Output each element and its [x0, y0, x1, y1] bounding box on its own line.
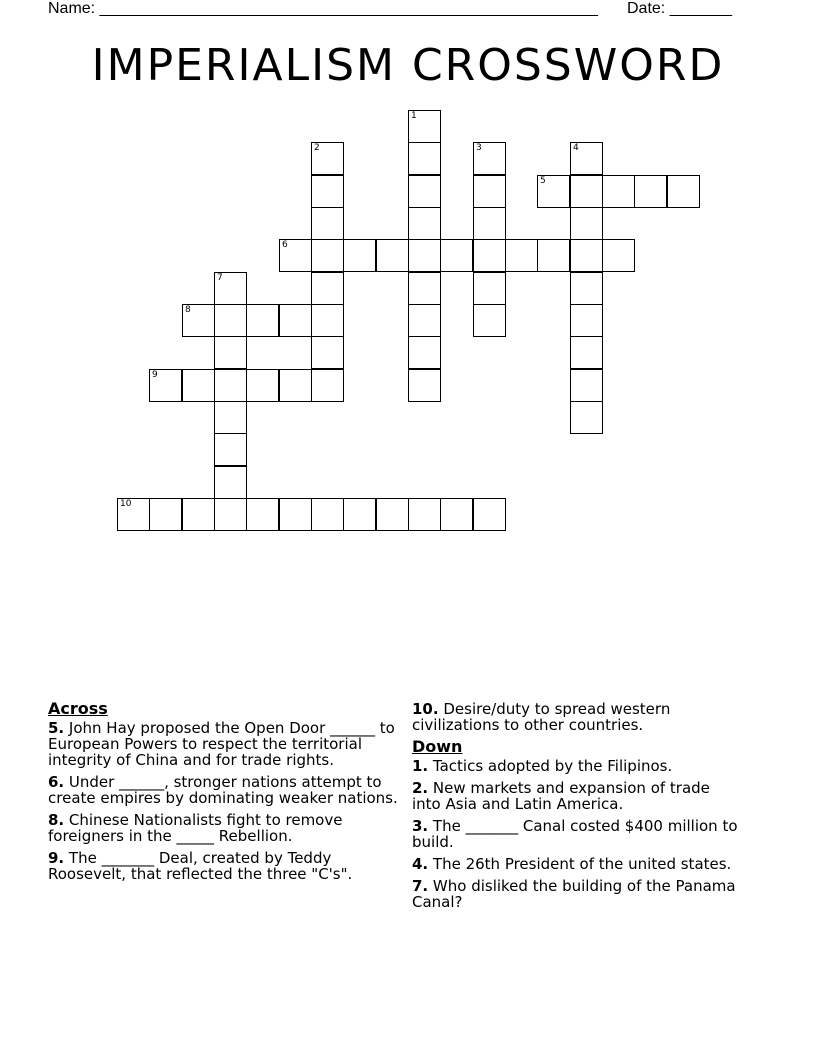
crossword-cell[interactable]: [570, 142, 603, 175]
crossword-cell[interactable]: [246, 369, 279, 402]
crossword-cell[interactable]: [473, 304, 506, 337]
clue-number-label: 7: [217, 273, 223, 283]
crossword-cell[interactable]: [570, 401, 603, 434]
crossword-cell[interactable]: [214, 498, 247, 531]
crossword-cell[interactable]: [214, 272, 247, 305]
crossword-cell[interactable]: [440, 498, 473, 531]
clue-number-label: 10: [120, 499, 132, 509]
crossword-cell[interactable]: [602, 239, 635, 272]
clue-number-label: 9: [152, 370, 158, 380]
clues-left-column: [48, 701, 404, 888]
crossword-cell[interactable]: [311, 175, 344, 208]
crossword-cell[interactable]: [473, 239, 506, 272]
clue-number-label: 4: [573, 143, 579, 153]
down-heading: Down: [412, 737, 463, 756]
crossword-cell[interactable]: [667, 175, 700, 208]
crossword-cell[interactable]: [182, 498, 215, 531]
clue-number: 5.: [48, 719, 65, 737]
down-clue-3: [412, 818, 742, 850]
crossword-cell[interactable]: [214, 401, 247, 434]
crossword-cell[interactable]: [214, 433, 247, 466]
crossword-cell[interactable]: [570, 175, 603, 208]
clue-number: 2.: [412, 779, 429, 797]
crossword-cell[interactable]: [408, 175, 441, 208]
clue-text: The 26th President of the united states.: [428, 855, 732, 873]
crossword-cell[interactable]: [408, 142, 441, 175]
crossword-cell[interactable]: [408, 110, 441, 143]
clue-number-label: 1: [411, 111, 417, 121]
crossword-cell[interactable]: [570, 207, 603, 240]
down-clue-7: [412, 878, 742, 910]
clue-number-label: 6: [282, 240, 288, 250]
crossword-cell[interactable]: [376, 498, 409, 531]
crossword-cell[interactable]: [537, 175, 570, 208]
page-title: IMPERIALISM CROSSWORD: [91, 40, 725, 91]
across-clue-6: [48, 774, 404, 806]
crossword-cell[interactable]: [246, 304, 279, 337]
clue-text: John Hay proposed the Open Door ______ to European Powers to respect the territorial integrity of China and for trade rights.: [48, 719, 395, 769]
down-clue-2: [412, 780, 742, 812]
crossword-cell[interactable]: [570, 239, 603, 272]
clues-right-column: [412, 701, 742, 916]
crossword-cell[interactable]: [311, 304, 344, 337]
crossword-cell[interactable]: [634, 175, 667, 208]
crossword-cell[interactable]: [279, 369, 312, 402]
clue-number: 4.: [412, 855, 429, 873]
clue-number-label: 2: [314, 143, 320, 153]
crossword-cell[interactable]: [408, 239, 441, 272]
crossword-cell[interactable]: [376, 239, 409, 272]
clue-text: Under ______, stronger nations attempt to create empires by dominating weaker nations.: [48, 773, 398, 807]
crossword-cell[interactable]: [214, 304, 247, 337]
crossword-cell[interactable]: [343, 239, 376, 272]
crossword-cell[interactable]: [246, 498, 279, 531]
crossword-cell[interactable]: [311, 498, 344, 531]
clue-number: 9.: [48, 849, 65, 867]
clue-number: 10.: [412, 700, 439, 718]
crossword-cell[interactable]: [182, 369, 215, 402]
crossword-cell[interactable]: [408, 336, 441, 369]
crossword-cell[interactable]: [473, 207, 506, 240]
crossword-cell[interactable]: [570, 369, 603, 402]
crossword-cell[interactable]: [570, 304, 603, 337]
crossword-cell[interactable]: [279, 239, 312, 272]
crossword-cell[interactable]: [311, 239, 344, 272]
crossword-cell[interactable]: [570, 272, 603, 305]
clue-number: 7.: [412, 877, 429, 895]
crossword-cell[interactable]: [408, 498, 441, 531]
crossword-cell[interactable]: [440, 239, 473, 272]
clue-number: 8.: [48, 811, 65, 829]
crossword-cell[interactable]: [311, 336, 344, 369]
crossword-cell[interactable]: [214, 369, 247, 402]
crossword-cell[interactable]: [473, 272, 506, 305]
clue-text: The _______ Deal, created by Teddy Roosevelt, that reflected the three "C's".: [48, 849, 353, 883]
crossword-cell[interactable]: [214, 466, 247, 499]
clue-number: 3.: [412, 817, 429, 835]
clue-text: Chinese Nationalists fight to remove foreigners in the _____ Rebellion.: [48, 811, 343, 845]
crossword-cell[interactable]: [117, 498, 150, 531]
clue-number-label: 5: [540, 176, 546, 186]
clue-number: 6.: [48, 773, 65, 791]
across-clue-5: [48, 720, 404, 768]
date-field[interactable]: Date: _______: [627, 0, 732, 17]
crossword-cell[interactable]: [279, 498, 312, 531]
crossword-cell[interactable]: [311, 272, 344, 305]
crossword-cell[interactable]: [537, 239, 570, 272]
across-clue-8: [48, 812, 404, 844]
crossword-cell[interactable]: [214, 336, 247, 369]
crossword-cell[interactable]: [149, 369, 182, 402]
clue-number: 1.: [412, 757, 429, 775]
crossword-cell[interactable]: [473, 142, 506, 175]
across-heading: Across: [48, 699, 108, 718]
crossword-cell[interactable]: [182, 304, 215, 337]
crossword-cell[interactable]: [408, 304, 441, 337]
across-clue-10: [412, 701, 742, 733]
clue-number-label: 8: [185, 305, 191, 315]
clue-text: New markets and expansion of trade into Asia and Latin America.: [412, 779, 710, 813]
crossword-cell[interactable]: [408, 272, 441, 305]
crossword-cell[interactable]: [473, 498, 506, 531]
crossword-cell[interactable]: [602, 175, 635, 208]
crossword-cell[interactable]: [311, 369, 344, 402]
down-clue-4: [412, 856, 742, 872]
crossword-cell[interactable]: [311, 207, 344, 240]
across-clue-9: [48, 850, 404, 882]
crossword-cell[interactable]: [311, 142, 344, 175]
clue-number-label: 3: [476, 143, 482, 153]
crossword-cell[interactable]: [505, 239, 538, 272]
clue-text: Tactics adopted by the Filipinos.: [428, 757, 673, 775]
crossword-cell[interactable]: [408, 369, 441, 402]
clue-text: Who disliked the building of the Panama Canal?: [412, 877, 736, 911]
crossword-cell[interactable]: [570, 336, 603, 369]
crossword-cell[interactable]: [408, 207, 441, 240]
crossword-cell[interactable]: [473, 175, 506, 208]
crossword-cell[interactable]: [149, 498, 182, 531]
name-field[interactable]: Name: ________________________________________________________: [48, 0, 598, 17]
clue-text: Desire/duty to spread western civilizations to other countries.: [412, 700, 671, 734]
crossword-cell[interactable]: [343, 498, 376, 531]
crossword-cell[interactable]: [279, 304, 312, 337]
down-clue-1: [412, 758, 742, 774]
clue-text: The _______ Canal costed $400 million to build.: [412, 817, 738, 851]
